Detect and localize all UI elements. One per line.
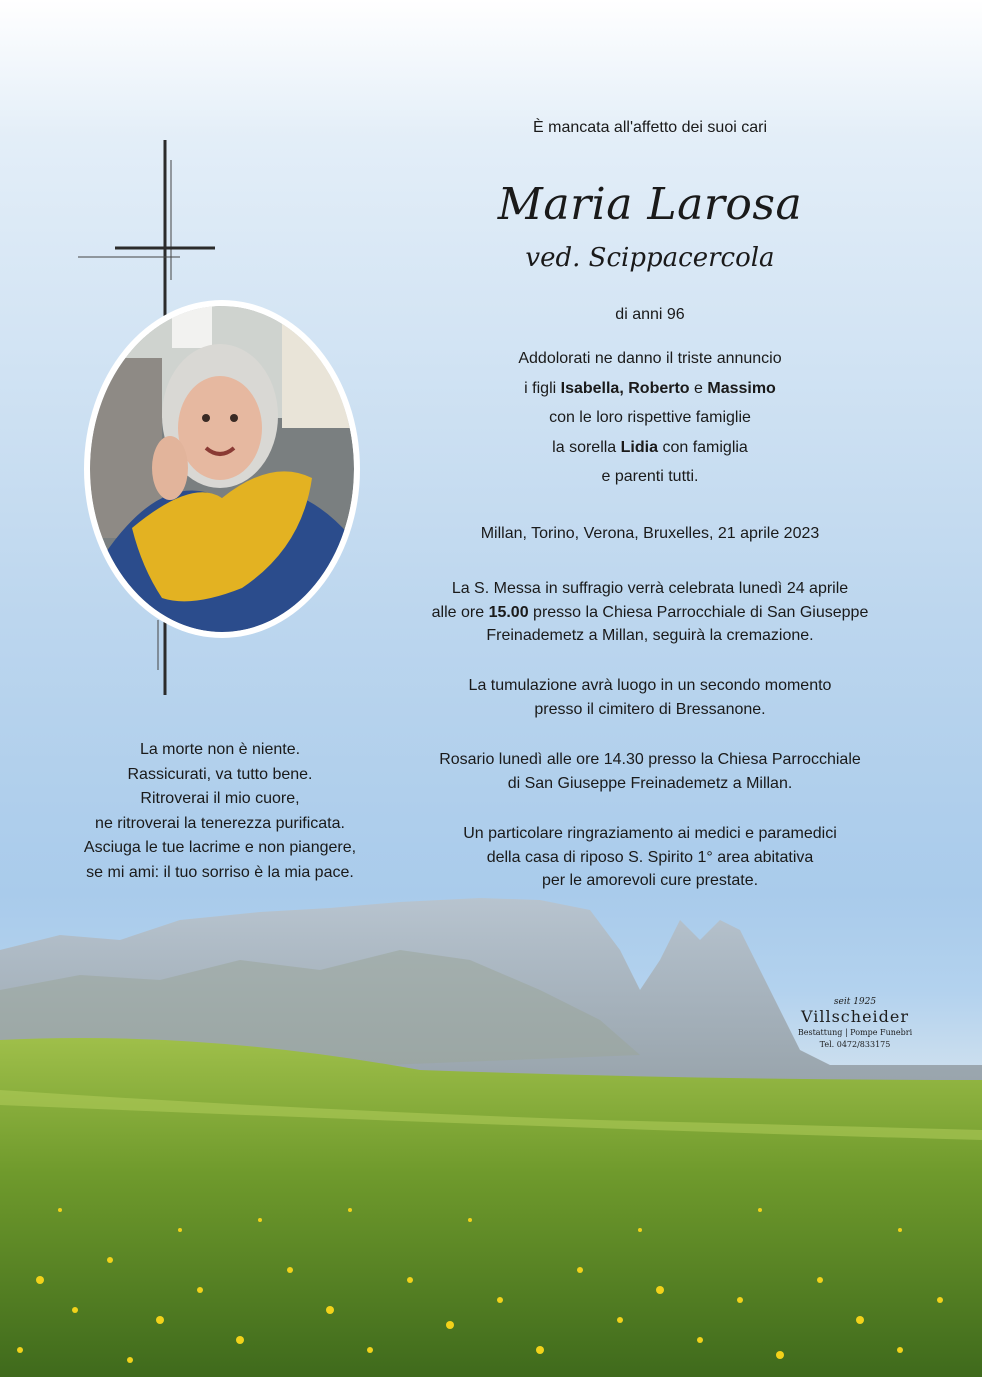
poem-line: ne ritroverai la tenerezza purificata. [95, 814, 345, 832]
mass-line: Freinademetz a Millan, seguirà la cremazione. [486, 627, 814, 644]
age-line: di anni 96 [615, 306, 685, 323]
families-line: con le loro rispettive famiglie [549, 409, 751, 426]
children-line [400, 374, 900, 404]
rosary-line: di San Giuseppe Freinademetz a Millan. [507, 774, 793, 792]
poem-line: La morte non è niente. [139, 741, 301, 758]
child-name: Roberto [628, 379, 690, 397]
place-date-line: Millan, Torino, Verona, Bruxelles, 21 aprile 2023 [480, 525, 820, 542]
announcement-line: Addolorati ne danno il triste annuncio [518, 350, 782, 367]
logo-since: seit 1925 [833, 997, 877, 1007]
mass-time-line [400, 601, 900, 625]
deceased-name: Maria Larosa [497, 179, 803, 230]
poem-line: Asciuga le tue lacrime e non piangere, [83, 839, 357, 856]
burial-line: La tumulazione avrà luogo in un secondo momento [468, 677, 832, 694]
mass-line: La S. Messa in suffragio verrà celebrata lunedì 24 aprile [451, 580, 849, 597]
sister-suffix: con famiglia [658, 438, 748, 456]
rosary-line: Rosario lunedì alle ore 14.30 presso la Chiesa Parrocchiale [439, 751, 861, 768]
mass-time-suffix: presso la Chiesa Parrocchiale di San Giuseppe [528, 603, 869, 621]
child-name: Isabella, [560, 379, 624, 397]
mass-block [400, 577, 900, 648]
sister-name: Lidia [620, 438, 658, 456]
thanks-line: della casa di riposo S. Spirito 1° area abitativa [486, 848, 814, 866]
poem-line: se mi ami: il tuo sorriso è la mia pace. [86, 863, 354, 881]
burial-line: presso il cimitero di Bressanone. [534, 700, 766, 718]
widow-of: ved. Scippacercola [525, 243, 775, 273]
poem-block [60, 738, 380, 885]
child-name: Massimo [707, 379, 776, 397]
logo-subtitle: Bestattung | Pompe Funebri [797, 1028, 913, 1037]
conjunction: e [689, 379, 708, 397]
thanks-line: per le amorevoli cure prestate. [541, 872, 759, 889]
mass-time: 15.00 [488, 603, 529, 621]
poem-line: Ritroverai il mio cuore, [140, 790, 300, 807]
thanks-block [400, 822, 900, 893]
funeral-home-logo [780, 997, 930, 1051]
announcement-block [400, 344, 900, 492]
intro-line: È mancata all'affetto dei suoi cari [533, 119, 767, 136]
children-prefix: i figli [524, 379, 561, 397]
portrait-photo [82, 298, 362, 640]
sister-prefix: la sorella [552, 438, 621, 456]
mass-time-prefix: alle ore [431, 603, 489, 621]
logo-phone: Tel. 0472/833175 [819, 1040, 891, 1049]
burial-block [400, 674, 900, 721]
relatives-line: e parenti tutti. [601, 468, 699, 485]
poem-line: Rassicurati, va tutto bene. [127, 765, 313, 783]
rosary-block [400, 748, 900, 795]
sister-line [400, 433, 900, 463]
logo-brand: Villscheider [800, 1007, 910, 1026]
thanks-line: Un particolare ringraziamento ai medici e paramedici [463, 825, 837, 842]
mountain-meadow-landscape [0, 880, 982, 1377]
